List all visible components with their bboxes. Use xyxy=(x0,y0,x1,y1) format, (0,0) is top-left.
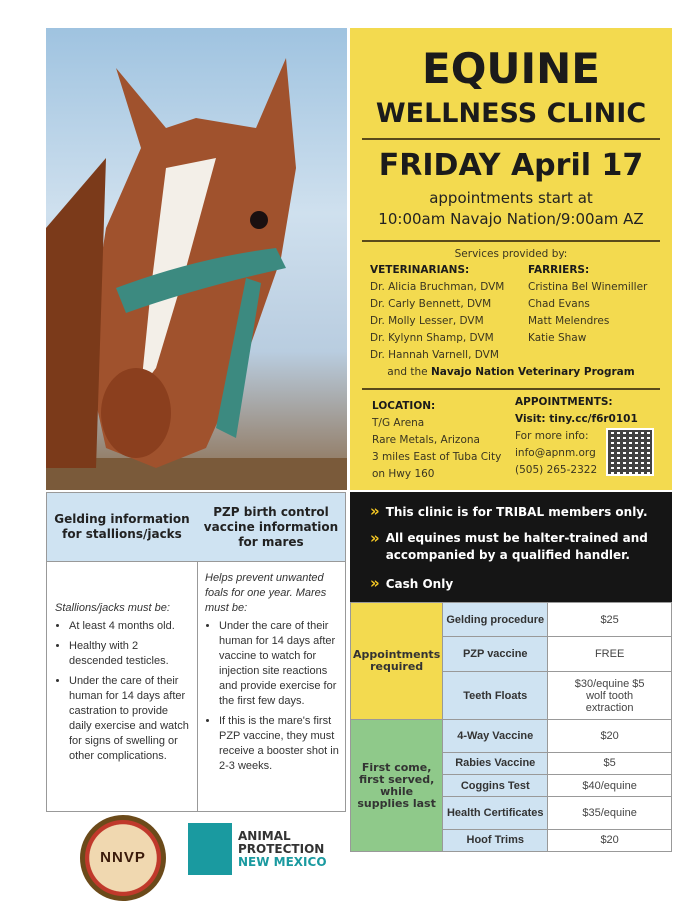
apnm-line: ANIMAL xyxy=(238,828,291,843)
chevron-right-icon: » xyxy=(370,529,380,547)
category-first-come: First come, first served, while supplies last xyxy=(351,720,443,852)
apnm-logo xyxy=(188,823,327,875)
gelding-item: • Healthy with 2 descended testicles. xyxy=(69,639,193,669)
pzp-item: • If this is the mare's first PZP vaccine, they must receive a booster shot in 2-3 weeks. xyxy=(219,714,341,774)
price-table xyxy=(350,602,672,852)
table-row xyxy=(351,720,672,752)
vet: Dr. Molly Lesser, DVM xyxy=(370,315,484,327)
price: $20 xyxy=(548,720,672,752)
pzp-info xyxy=(205,571,341,779)
gelding-heading: Gelding information for stallions/jacks xyxy=(47,493,198,562)
farriers-heading: FARRIERS: xyxy=(528,264,590,276)
vet: Dr. Kylynn Shamp, DVM xyxy=(370,332,494,344)
price: $20 xyxy=(548,829,672,851)
nnvp-logo-text: NNVP xyxy=(100,849,146,866)
notice-text: All equines must be halter-trained and accompanied by a qualified handler. xyxy=(385,531,648,562)
service: Hoof Trims xyxy=(443,829,548,851)
apnm-line: NEW MEXICO xyxy=(238,854,327,869)
farrier: Katie Shaw xyxy=(528,332,587,344)
notice-item xyxy=(370,574,453,592)
time-line1: appointments start at xyxy=(429,189,593,207)
gelding-item: • Under the care of their human for 14 days after castration to provide daily exercise and watch for signs of swelling or other complications. xyxy=(69,674,193,764)
service: PZP vaccine xyxy=(443,637,548,671)
price: $40/equine xyxy=(548,775,672,797)
vet: Dr. Alicia Bruchman, DVM xyxy=(370,281,505,293)
chevron-right-icon: » xyxy=(370,502,380,520)
gelding-intro: Stallions/jacks must be: xyxy=(55,602,170,614)
service: Teeth Floats xyxy=(443,671,548,720)
fox-icon xyxy=(188,823,232,875)
program-name: Navajo Nation Veterinary Program xyxy=(430,366,635,378)
price: FREE xyxy=(548,637,672,671)
service: Gelding procedure xyxy=(443,603,548,637)
program-prefix: and the xyxy=(387,366,428,378)
appointments-heading: APPOINTMENTS: xyxy=(515,396,613,408)
chevron-right-icon: » xyxy=(370,574,380,592)
appointment-link[interactable]: Visit: tiny.cc/f6r0101 xyxy=(515,413,638,425)
title-line1: EQUINE xyxy=(422,44,600,93)
apnm-line: PROTECTION xyxy=(238,841,325,856)
category-appointments: Appointments required xyxy=(351,603,443,720)
service: Coggins Test xyxy=(443,775,548,797)
notice-item xyxy=(370,502,648,520)
farrier: Cristina Bel Winemiller xyxy=(528,281,648,293)
notice-text: Cash Only xyxy=(385,577,454,591)
pzp-item: • Under the care of their human for 14 days after vaccine to watch for injection site reactions and provide exercise for the first few days. xyxy=(219,619,341,709)
table-row xyxy=(351,603,672,637)
vet: Dr. Hannah Varnell, DVM xyxy=(370,349,499,361)
more-info-label: For more info: xyxy=(515,430,589,442)
vets-list xyxy=(370,262,504,364)
price: $30/equine $5 wolf tooth extraction xyxy=(548,671,672,720)
farrier: Chad Evans xyxy=(528,298,590,310)
location-line: Rare Metals, Arizona xyxy=(372,434,480,446)
program-line xyxy=(350,364,672,381)
info-table xyxy=(46,492,346,812)
qr-code-icon[interactable] xyxy=(606,428,654,476)
farrier: Matt Melendres xyxy=(528,315,610,327)
nnvp-logo xyxy=(80,815,166,901)
location-line: 3 miles East of Tuba City xyxy=(372,451,502,463)
notice-item xyxy=(370,530,660,564)
service: Health Certificates xyxy=(443,797,548,829)
gelding-item: • At least 4 months old. xyxy=(69,619,193,634)
title-line2: WELLNESS CLINIC xyxy=(375,98,647,129)
farriers-list xyxy=(528,262,647,347)
price: $35/equine xyxy=(548,797,672,829)
notice-text: This clinic is for TRIBAL members only. xyxy=(385,505,648,519)
pzp-heading: PZP birth control vaccine information for mares xyxy=(197,493,345,562)
gelding-info xyxy=(55,601,193,769)
time-line2: 10:00am Navajo Nation/9:00am AZ xyxy=(378,210,644,228)
horse-photo xyxy=(46,28,347,490)
services-label: Services provided by: xyxy=(454,248,568,260)
phone-number: (505) 265-2322 xyxy=(515,464,598,476)
vets-heading: VETERINARIANS: xyxy=(370,264,470,276)
service: 4-Way Vaccine xyxy=(443,720,548,752)
location-line: T/G Arena xyxy=(372,417,425,429)
pzp-intro: Helps prevent unwanted foals for one year. Mares must be: xyxy=(205,572,327,614)
location-line: on Hwy 160 xyxy=(372,468,435,480)
event-panel xyxy=(350,28,672,490)
price: $5 xyxy=(548,752,672,774)
email-link[interactable]: info@apnm.org xyxy=(515,447,596,459)
location-heading: LOCATION: xyxy=(372,400,436,412)
service: Rabies Vaccine xyxy=(443,752,548,774)
location xyxy=(372,398,501,483)
vet: Dr. Carly Bennett, DVM xyxy=(370,298,492,310)
price: $25 xyxy=(548,603,672,637)
event-date: FRIDAY April 17 xyxy=(378,148,644,183)
notice-box xyxy=(350,492,672,602)
